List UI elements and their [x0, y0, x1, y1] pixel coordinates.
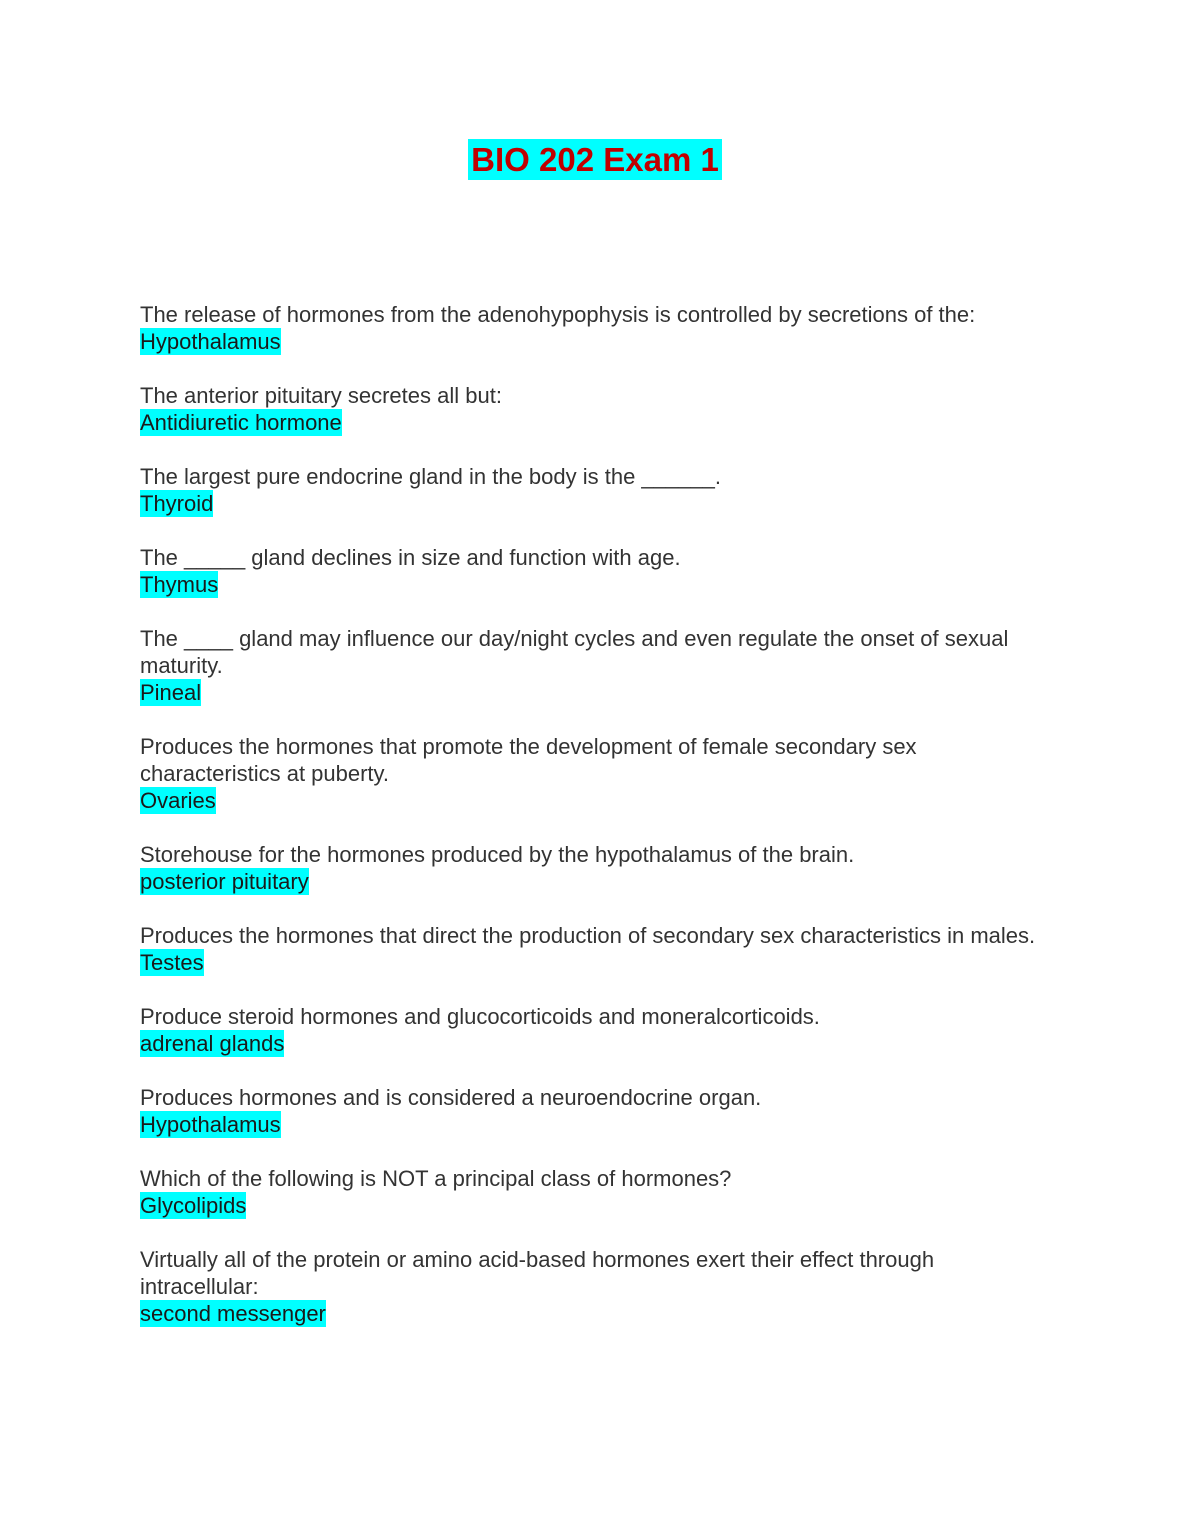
qa-item [140, 1003, 1040, 1057]
question-text: The release of hormones from the adenohypophysis is controlled by secretions of the: [140, 302, 976, 327]
question-text: The anterior pituitary secretes all but: [140, 383, 502, 408]
answer-text: Ovaries [140, 788, 216, 813]
answer-text: posterior pituitary [140, 869, 309, 894]
question-text: Which of the following is NOT a principal class of hormones? [140, 1166, 732, 1191]
answer-text: Hypothalamus [140, 1112, 281, 1137]
answer-text: Thyroid [140, 491, 214, 516]
qa-item [140, 1246, 1040, 1327]
qa-item [140, 1165, 1040, 1219]
answer-text: Testes [140, 950, 204, 975]
question-list [140, 301, 1040, 1354]
answer-text: Glycolipids [140, 1193, 247, 1218]
question-text: The largest pure endocrine gland in the body is the ______. [140, 464, 721, 489]
qa-item [140, 544, 1040, 598]
qa-item [140, 922, 1040, 976]
qa-item [140, 301, 1040, 355]
question-text: Produces the hormones that direct the production of secondary sex characteristics in males. [140, 923, 1036, 948]
question-text: Produces hormones and is considered a neuroendocrine organ. [140, 1085, 762, 1110]
question-text: Virtually all of the protein or amino acid-based hormones exert their effect through intracellular: [140, 1247, 935, 1299]
question-text: The ____ gland may influence our day/night cycles and even regulate the onset of sexual maturity. [140, 626, 1009, 678]
qa-item [140, 1084, 1040, 1138]
answer-text: second messenger [140, 1301, 326, 1326]
answer-text: Hypothalamus [140, 329, 281, 354]
question-text: The _____ gland declines in size and function with age. [140, 545, 681, 570]
answer-text: Antidiuretic hormone [140, 410, 342, 435]
question-text: Storehouse for the hormones produced by the hypothalamus of the brain. [140, 842, 855, 867]
question-text: Produces the hormones that promote the development of female secondary sex characteristics at puberty. [140, 734, 917, 786]
answer-text: Pineal [140, 680, 202, 705]
qa-item [140, 382, 1040, 436]
qa-item [140, 625, 1040, 706]
answer-text: adrenal glands [140, 1031, 285, 1056]
page-title: BIO 202 Exam 1 [468, 139, 722, 180]
qa-item [140, 463, 1040, 517]
qa-item [140, 733, 1040, 814]
qa-item [140, 841, 1040, 895]
title-container [0, 139, 1190, 180]
answer-text: Thymus [140, 572, 219, 597]
question-text: Produce steroid hormones and glucocorticoids and moneralcorticoids. [140, 1004, 820, 1029]
